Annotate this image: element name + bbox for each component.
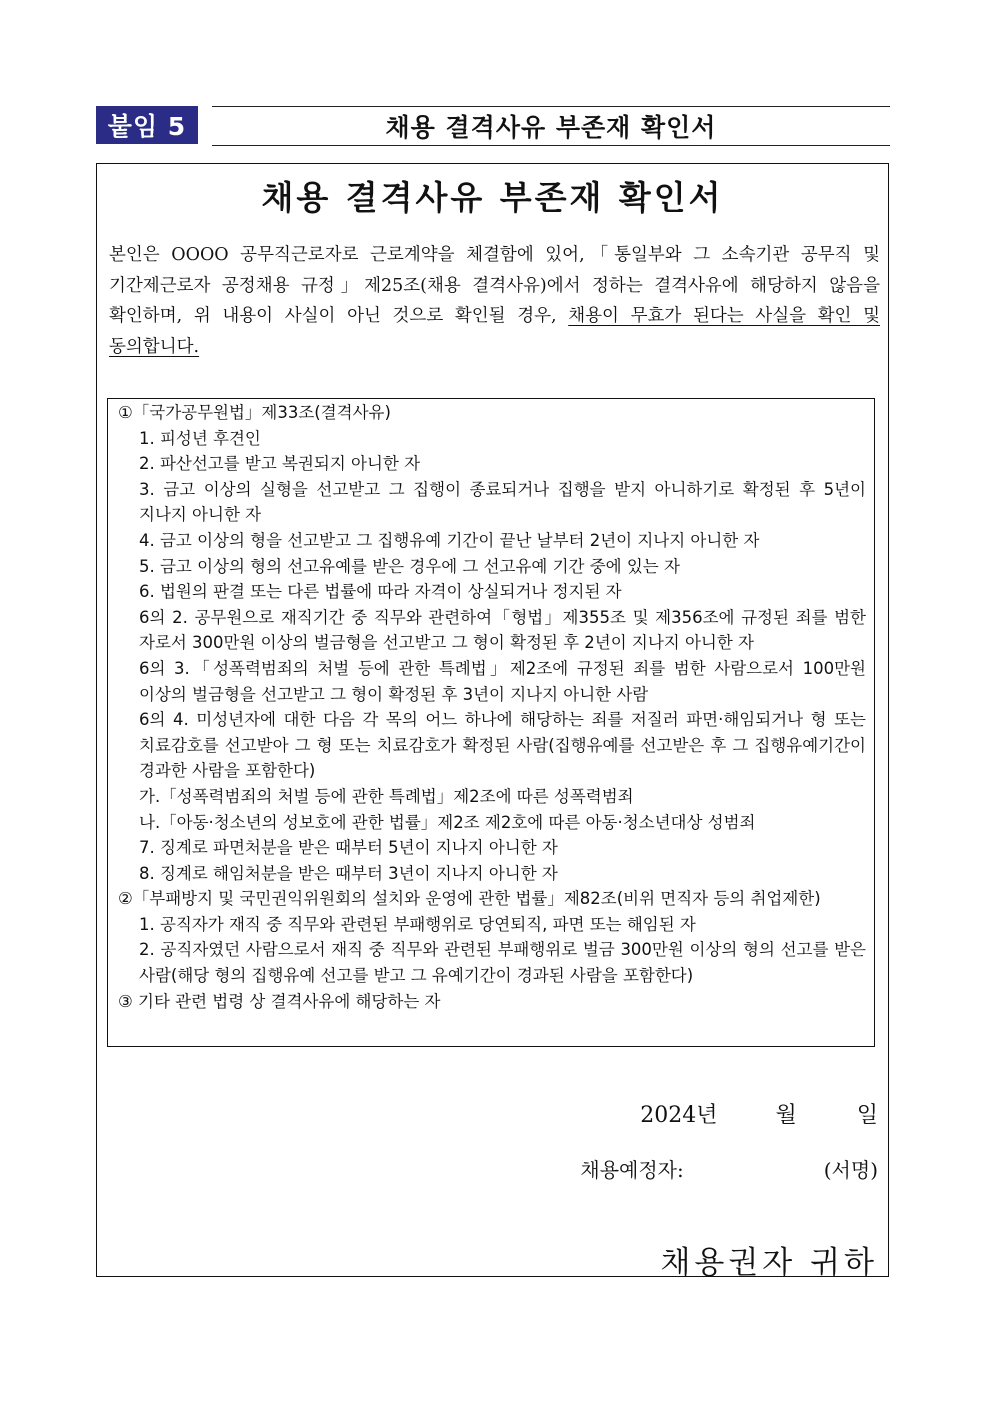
list-item: 6의 4. 미성년자에 대한 다음 각 목의 어느 하나에 해당하는 죄를 저질러 파면·해임되거나 형 또는 치료감호를 선고받아 그 형 또는 치료감호가 확정된 사람(집행유예를 선고받은 후 그 집행유예기간이 경과한 사람을 포함한다) bbox=[139, 710, 866, 781]
attachment-badge: 붙임 5 bbox=[96, 106, 198, 144]
section-heading: ②「부패방지 및 국민권익위원회의 설치와 운영에 관한 법률」제82조(비위 면직자 등의 취업제한) bbox=[118, 889, 821, 909]
list-item: 8. 징계로 해임처분을 받은 때부터 3년이 지나지 아니한 자 bbox=[139, 863, 558, 883]
date-day: 일 bbox=[856, 1103, 878, 1128]
header-title: 채용 결격사유 부존재 확인서 bbox=[385, 113, 717, 142]
list-item: 7. 징계로 파면처분을 받은 때부터 5년이 지나지 아니한 자 bbox=[139, 838, 558, 858]
disqualification-list-box bbox=[107, 398, 875, 1047]
intro-underlined-text: 채용이 무효가 된다는 사실을 확인 및 동의합니다. bbox=[109, 306, 880, 357]
signer-line bbox=[580, 1154, 878, 1183]
intro-text: 본인은 OOOO 공무직근로자로 근로계약을 체결함에 있어,「통일부와 그 소속기관 공무직 및 기간제근로자 공정채용 규정」제25조(채용 결격사유)에서 정하는 결격사유에 해당하지 않음을 확인하며, 위 내용이 사실이 아닌 것으로 확인될 경우, bbox=[109, 245, 880, 326]
date-month: 월 bbox=[775, 1103, 797, 1128]
list-item: 가.「성폭력범죄의 처벌 등에 관한 특례법」제2조에 따른 성폭력범죄 bbox=[139, 786, 634, 806]
recipient: 채용권자 귀하 bbox=[660, 1245, 878, 1281]
document-title: 채용 결격사유 부존재 확인서 bbox=[261, 178, 724, 217]
section-heading: ③ 기타 관련 법령 상 결격사유에 해당하는 자 bbox=[118, 991, 441, 1011]
list-item: 4. 금고 이상의 형을 선고받고 그 집행유예 기간이 끝난 날부터 2년이 지나지 아니한 자 bbox=[139, 530, 760, 550]
list-item: 6의 2. 공무원으로 재직기간 중 직무와 관련하여「형법」제355조 및 제356조에 규정된 죄를 범한 자로서 300만원 이상의 벌금형을 선고받고 그 형이 확정된 후 2년이 지나지 아니한 자 bbox=[139, 607, 866, 653]
list-item: 나.「아동·청소년의 성보호에 관한 법률」제2조 제2호에 따른 아동·청소년대상 성범죄 bbox=[139, 812, 756, 832]
list-item: 5. 금고 이상의 형의 선고유예를 받은 경우에 그 선고유예 기간 중에 있는 자 bbox=[139, 556, 680, 576]
section-heading: ①「국가공무원법」제33조(결격사유) bbox=[118, 403, 391, 422]
date-line bbox=[640, 1098, 878, 1129]
intro-paragraph bbox=[109, 240, 880, 362]
list-item: 2. 공직자였던 사람으로서 재직 중 직무와 관련된 부패행위로 벌금 300만원 이상의 형의 선고를 받은 사람(해당 형의 집행유예 선고를 받고 그 유예기간이 경과된 사람을 포함한다) bbox=[139, 940, 866, 986]
list-item: 1. 공직자가 재직 중 직무와 관련된 부패행위로 당연퇴직, 파면 또는 해임된 자 bbox=[139, 914, 696, 934]
header-title-bar bbox=[212, 106, 890, 146]
list-item: 2. 파산선고를 받고 복권되지 아니한 자 bbox=[139, 454, 421, 474]
list-item: 1. 피성년 후견인 bbox=[139, 428, 261, 448]
list-item: 3. 금고 이상의 실형을 선고받고 그 집행이 종료되거나 집행을 받지 아니하기로 확정된 후 5년이 지나지 아니한 자 bbox=[139, 479, 866, 525]
signer-label: 채용예정자: bbox=[580, 1158, 684, 1182]
list-item: 6의 3.「성폭력범죄의 처벌 등에 관한 특례법」제2조에 규정된 죄를 범한 사람으로서 100만원 이상의 벌금형을 선고받고 그 형이 확정된 후 3년이 지나지 아니한 사람 bbox=[139, 658, 866, 704]
signature-placeholder: (서명) bbox=[823, 1158, 878, 1182]
list-item: 6. 법원의 판결 또는 다른 법률에 따라 자격이 상실되거나 정지된 자 bbox=[139, 582, 622, 602]
date-year: 2024년 bbox=[640, 1103, 718, 1128]
document-box bbox=[96, 163, 889, 1281]
